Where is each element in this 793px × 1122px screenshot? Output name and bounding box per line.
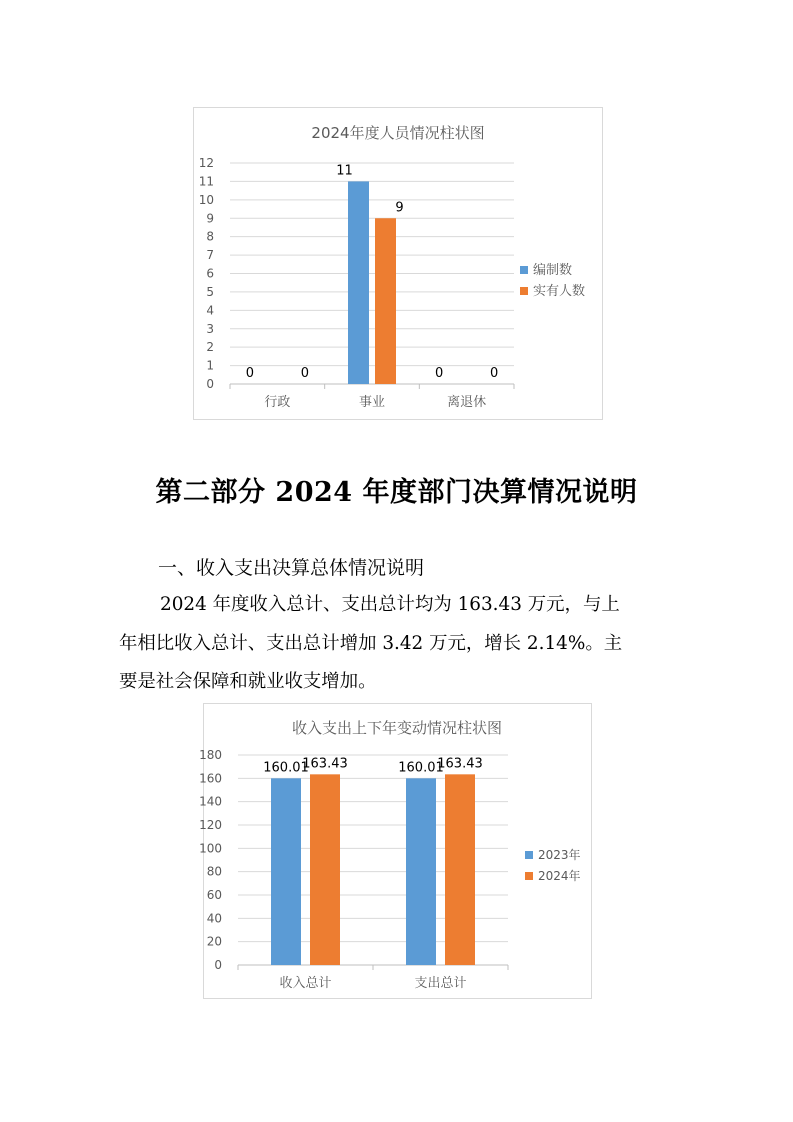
y-tick-label: 40 [206,911,222,926]
legend-swatch [520,266,528,274]
legend-label: 2023年 [538,848,581,862]
y-tick-label: 4 [206,303,214,318]
x-category-label: 收入总计 [279,976,332,991]
y-tick-label: 5 [206,284,214,299]
paragraph-line-1: 2024 年度收入总计、支出总计均为 163.43 万元，与上 [160,594,620,615]
bar [310,774,340,965]
y-tick-label: 12 [198,156,214,170]
y-tick-label: 11 [198,174,214,189]
y-tick-label: 10 [198,192,214,207]
y-tick-label: 20 [206,934,222,949]
y-tick-label: 0 [214,958,222,972]
y-tick-label: 120 [199,818,222,832]
staff-bar-chart [193,107,603,420]
y-tick-label: 100 [199,841,222,856]
legend-label: 2024年 [538,869,581,883]
legend-label: 编制数 [533,263,573,278]
y-tick-label: 180 [199,748,222,762]
income-expense-bar-chart [199,703,592,999]
bar [445,774,475,965]
bar [348,181,369,384]
y-tick-label: 8 [206,229,214,244]
y-tick-label: 3 [206,321,214,336]
chart-title: 收入支出上下年变动情况柱状图 [291,719,503,737]
y-tick-label: 9 [206,211,214,226]
bar [375,218,396,384]
y-tick-label: 160 [199,771,222,786]
paragraph-line-2: 年相比收入总计、支出总计增加 3.42 万元，增长 2.14%。主 [119,633,623,654]
income-expense-bar-chart-svg [199,704,591,998]
data-label: 163.43 [437,756,483,772]
legend-swatch [520,287,528,295]
y-tick-label: 1 [206,358,214,373]
data-label: 160.01 [398,760,444,776]
data-label: 9 [395,200,404,216]
x-category-label: 行政 [264,395,291,410]
y-tick-label: 6 [206,266,214,281]
data-label: 0 [490,366,499,381]
data-label: 163.43 [302,756,348,772]
legend-swatch [525,851,533,859]
data-label: 160.01 [263,760,309,776]
data-label: 11 [336,163,353,179]
y-tick-label: 140 [199,794,222,809]
section-title: 第二部分 2024 年度部门决算情况说明 [155,477,638,508]
bar [406,778,436,965]
data-label: 0 [245,366,254,381]
staff-bar-chart-svg [194,108,602,419]
y-tick-label: 60 [206,888,222,902]
x-category-label: 事业 [358,395,386,410]
y-tick-label: 2 [206,340,214,355]
legend-swatch [525,872,533,880]
legend-label: 实有人数 [533,284,586,299]
y-tick-label: 0 [206,377,214,391]
sub-heading: 一、收入支出决算总体情况说明 [158,557,425,579]
data-label: 0 [435,366,444,381]
chart-title: 2024年度人员情况柱状图 [311,124,485,142]
paragraph-line-3: 要是社会保障和就业收支增加。 [119,671,377,692]
x-category-label: 支出总计 [414,976,467,991]
x-category-label: 离退休 [447,395,487,410]
bar [271,778,301,965]
data-label: 0 [300,366,309,381]
y-tick-label: 7 [206,248,214,263]
y-tick-label: 80 [206,864,222,879]
